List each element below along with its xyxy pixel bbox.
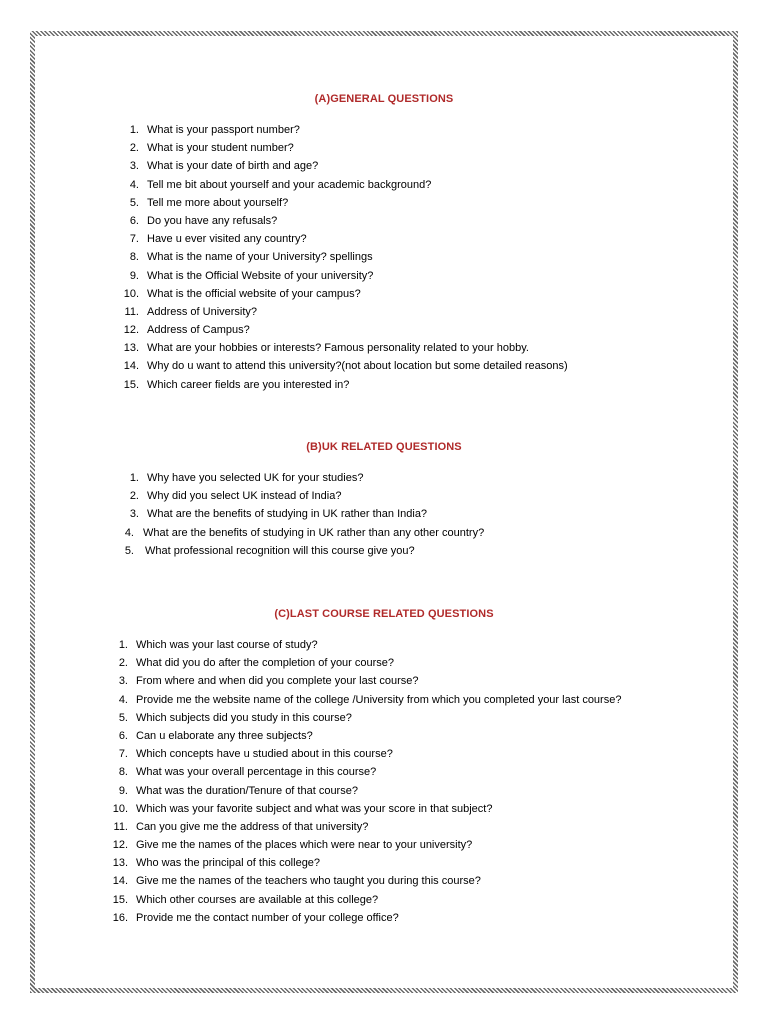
item-number: 5. — [124, 544, 134, 557]
item-number: 3. — [129, 160, 139, 173]
item-text: Which career fields are you interested in? — [147, 378, 350, 391]
item-number: 1. — [129, 472, 139, 484]
item-text: What was your overall percentage in this course? — [136, 766, 377, 779]
item-number: 8. — [118, 766, 128, 779]
item-text: Provide me the website name of the college /University from which you completed your last course? — [136, 693, 622, 706]
item-number: 4. — [129, 178, 139, 191]
item-text: Can u elaborate any three subjects? — [136, 729, 313, 742]
item-text: Why do u want to attend this university?(not about location but some detailed reasons) — [147, 360, 568, 373]
item-number: 5. — [129, 196, 139, 209]
item-text: What are the benefits of studying in UK rather than any other country? — [143, 526, 485, 539]
section-c-heading: (C)LAST COURSE RELATED QUESTIONS — [274, 608, 494, 620]
item-text: Provide me the contact number of your college office? — [136, 911, 399, 924]
item-text: What is your student number? — [147, 142, 294, 155]
item-text: What are your hobbies or interests? Famous personality related to your hobby. — [147, 342, 529, 355]
item-text: Who was the principal of this college? — [136, 857, 321, 870]
item-text: Tell me more about yourself? — [147, 196, 289, 209]
item-number: 6. — [118, 729, 128, 742]
item-number: 1. — [118, 639, 128, 651]
item-number: 8. — [129, 251, 139, 264]
item-number: 2. — [129, 142, 139, 155]
item-number: 10. — [123, 287, 139, 300]
item-text: Can you give me the address of that university? — [136, 820, 369, 833]
section-b-heading: (B)UK RELATED QUESTIONS — [306, 441, 462, 453]
item-text: Why have you selected UK for your studies? — [147, 472, 364, 484]
item-number: 10. — [112, 802, 128, 815]
item-number: 15. — [123, 378, 139, 391]
item-number: 11. — [124, 305, 139, 318]
item-text: Address of Campus? — [147, 324, 250, 337]
item-text: What was the duration/Tenure of that course? — [136, 784, 358, 797]
item-number: 13. — [112, 857, 128, 870]
item-text: Do you have any refusals? — [147, 214, 278, 227]
item-number: 15. — [112, 893, 128, 906]
item-number: 4. — [124, 526, 134, 539]
item-number: 12. — [112, 839, 128, 852]
item-number: 1. — [129, 124, 139, 136]
item-number: 11. — [113, 820, 128, 833]
item-text: What professional recognition will this course give you? — [145, 544, 415, 557]
item-number: 2. — [118, 657, 128, 670]
item-text: What is the official website of your campus? — [147, 287, 361, 300]
item-number: 9. — [118, 784, 128, 797]
item-number: 9. — [129, 269, 139, 282]
item-text: Have u ever visited any country? — [147, 233, 307, 246]
item-number: 12. — [123, 324, 139, 337]
item-number: 5. — [118, 711, 128, 724]
item-number: 14. — [123, 360, 139, 373]
item-text: What is your passport number? — [147, 124, 300, 136]
item-text: What is your date of birth and age? — [147, 160, 319, 173]
item-text: Give me the names of the places which were near to your university? — [136, 839, 473, 852]
item-text: Address of University? — [147, 305, 258, 318]
section-a-heading: (A)GENERAL QUESTIONS — [314, 93, 454, 105]
item-number: 13. — [123, 342, 139, 355]
item-text: Which was your favorite subject and what was your score in that subject? — [136, 802, 493, 815]
item-text: What is the Official Website of your university? — [147, 269, 374, 282]
item-text: From where and when did you complete your last course? — [136, 675, 419, 688]
item-number: 7. — [129, 233, 139, 246]
item-text: What is the name of your University? spellings — [147, 251, 373, 264]
item-text: Which other courses are available at this college? — [136, 893, 379, 906]
item-number: 16. — [112, 911, 128, 924]
item-text: What did you do after the completion of your course? — [136, 657, 395, 670]
item-number: 3. — [118, 675, 128, 688]
item-text: Why did you select UK instead of India? — [147, 490, 342, 503]
item-text: Which was your last course of study? — [136, 639, 318, 651]
item-number: 6. — [129, 214, 139, 227]
item-number: 4. — [118, 693, 128, 706]
item-number: 7. — [118, 748, 128, 761]
item-number: 3. — [129, 508, 139, 521]
item-text: Give me the names of the teachers who taught you during this course? — [136, 875, 481, 888]
item-text: Which concepts have u studied about in this course? — [136, 748, 393, 761]
item-text: Tell me bit about yourself and your academic background? — [147, 178, 432, 191]
item-text: What are the benefits of studying in UK rather than India? — [147, 508, 428, 521]
item-number: 14. — [112, 875, 128, 888]
item-number: 2. — [129, 490, 139, 503]
item-text: Which subjects did you study in this course? — [136, 711, 352, 724]
